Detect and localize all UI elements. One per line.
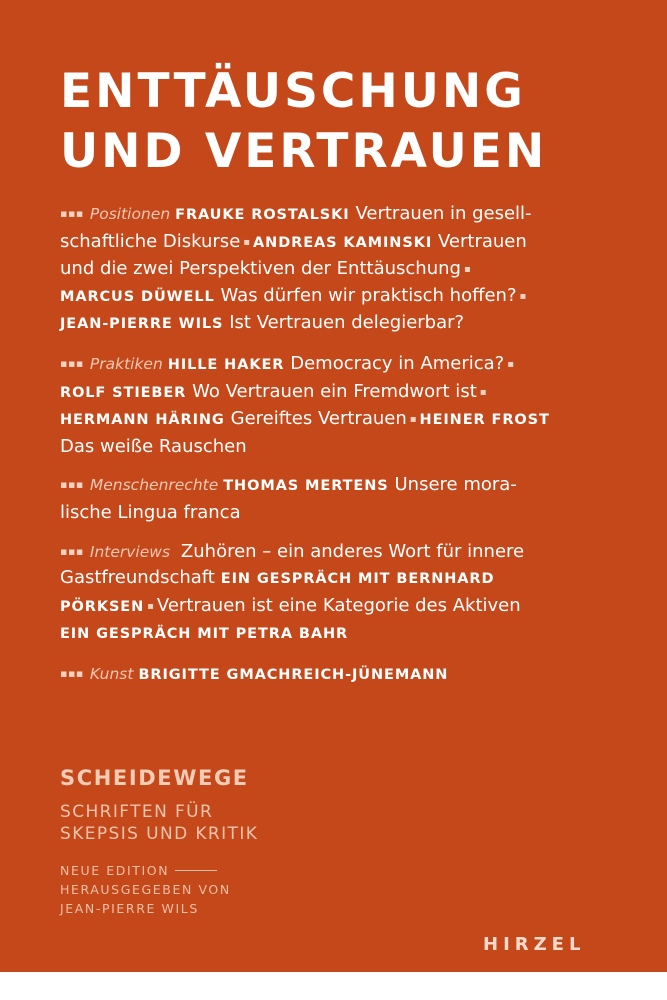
toc-line <box>60 620 620 648</box>
article-title: schaftliche Diskurse <box>60 230 241 252</box>
bullet-icon: ▪ <box>507 358 515 370</box>
bullet-icon: ▪ <box>243 236 251 248</box>
section-menschenrechte <box>60 472 620 525</box>
article-title: Ist Vertrauen delegierbar? <box>229 312 465 334</box>
toc-line <box>60 310 620 338</box>
author-name: HEINER FROST <box>419 412 550 429</box>
author-name: EIN GESPRÄCH MIT PETRA BAHR <box>60 626 349 643</box>
article-title: Wo Vertrauen ein Fremdwort ist <box>192 380 477 402</box>
author-name: MARCUS DÜWELL <box>60 288 215 305</box>
article-title: Gastfreundschaft <box>60 567 215 589</box>
toc-line <box>60 472 620 500</box>
article-title: Vertrauen ist eine Kategorie des Aktiven <box>156 594 521 616</box>
book-title-line-1: ENTTÄUSCHUNG <box>60 64 526 119</box>
book-title <box>60 62 640 182</box>
series-subtitle <box>60 801 258 845</box>
article-title: Was dürfen wir praktisch hoffen? <box>220 284 517 306</box>
author-name: BRIGITTE GMACHREICH-JÜNEMANN <box>138 666 449 683</box>
article-title: Vertrauen in gesell- <box>355 203 532 224</box>
series-name: SCHEIDEWEGE <box>60 766 249 790</box>
edition-line-2: HERAUSGEGEBEN VON <box>60 882 231 897</box>
section-marker-icon: ▪▪▪ <box>60 207 84 220</box>
author-name: THOMAS MERTENS <box>223 478 389 495</box>
article-title: Vertrauen <box>438 230 527 252</box>
article-title: Unsere mora- <box>394 474 517 496</box>
toc-line <box>60 500 620 526</box>
toc-line <box>60 539 620 566</box>
article-title: Gereiftes Vertrauen <box>230 408 407 430</box>
section-marker-icon: ▪▪▪ <box>60 666 84 680</box>
section-interviews <box>60 539 620 648</box>
author-name: EIN GESPRÄCH MIT BERNHARD <box>220 571 495 588</box>
author-name: FRAUKE ROSTALSKI <box>175 207 350 223</box>
section-marker-icon: ▪▪▪ <box>60 356 84 370</box>
toc-line <box>60 256 620 283</box>
section-category: Praktiken <box>89 354 163 373</box>
toc-line <box>60 406 620 434</box>
section-category: Positionen <box>89 205 171 223</box>
author-name: JEAN-PIERRE WILS <box>60 316 224 333</box>
author-name: ROLF STIEBER <box>60 384 187 401</box>
section-praktiken <box>60 351 620 459</box>
series-block <box>60 763 258 918</box>
toc-line <box>60 201 620 229</box>
section-marker-icon: ▪▪▪ <box>60 478 84 492</box>
bullet-icon: ▪ <box>147 600 154 612</box>
dash-divider <box>175 870 217 871</box>
bottom-margin <box>0 972 667 1000</box>
article-title: lische Lingua franca <box>60 501 241 523</box>
section-category: Kunst <box>89 664 134 683</box>
toc-line <box>60 434 620 460</box>
toc-line <box>60 229 620 257</box>
section-marker-icon: ▪▪▪ <box>60 544 84 558</box>
section-positionen <box>60 201 620 338</box>
toc-line <box>60 593 620 621</box>
section-category: Interviews <box>89 542 171 561</box>
author-name: HERMANN HÄRING <box>60 412 225 429</box>
edition-info <box>60 861 258 918</box>
article-title: Zuhören – ein anderes Wort für innere <box>180 540 525 562</box>
bullet-icon: ▪ <box>409 414 417 426</box>
toc-line <box>60 661 620 689</box>
article-title: Democracy in America? <box>290 352 505 374</box>
author-name: PÖRKSEN <box>60 598 145 615</box>
edition-label: NEUE EDITION <box>60 863 170 878</box>
bullet-icon: ▪ <box>519 290 527 302</box>
toc-line <box>60 379 620 407</box>
series-subtitle-line-2: SKEPSIS UND KRITIK <box>60 824 259 844</box>
publisher-logo: HIRZEL <box>483 934 586 955</box>
toc-line <box>60 351 620 379</box>
article-title: und die zwei Perspektiven der Enttäuschung <box>60 258 461 280</box>
edition-line-3: JEAN-PIERRE WILS <box>60 901 199 916</box>
section-category: Menschenrechte <box>89 476 219 495</box>
toc-line <box>60 565 620 593</box>
author-name: ANDREAS KAMINSKI <box>253 234 433 251</box>
book-title-line-2: UND VERTRAUEN <box>60 124 548 179</box>
section-kunst <box>60 661 620 689</box>
series-subtitle-line-1: SCHRIFTEN FÜR <box>60 802 214 822</box>
article-title: Das weiße Rauschen <box>60 435 247 457</box>
bullet-icon: ▪ <box>463 264 471 276</box>
edition-line-1 <box>60 861 258 880</box>
toc-line <box>60 283 620 311</box>
author-name: HILLE HAKER <box>167 356 285 373</box>
bullet-icon: ▪ <box>479 386 487 398</box>
table-of-contents <box>60 201 620 702</box>
